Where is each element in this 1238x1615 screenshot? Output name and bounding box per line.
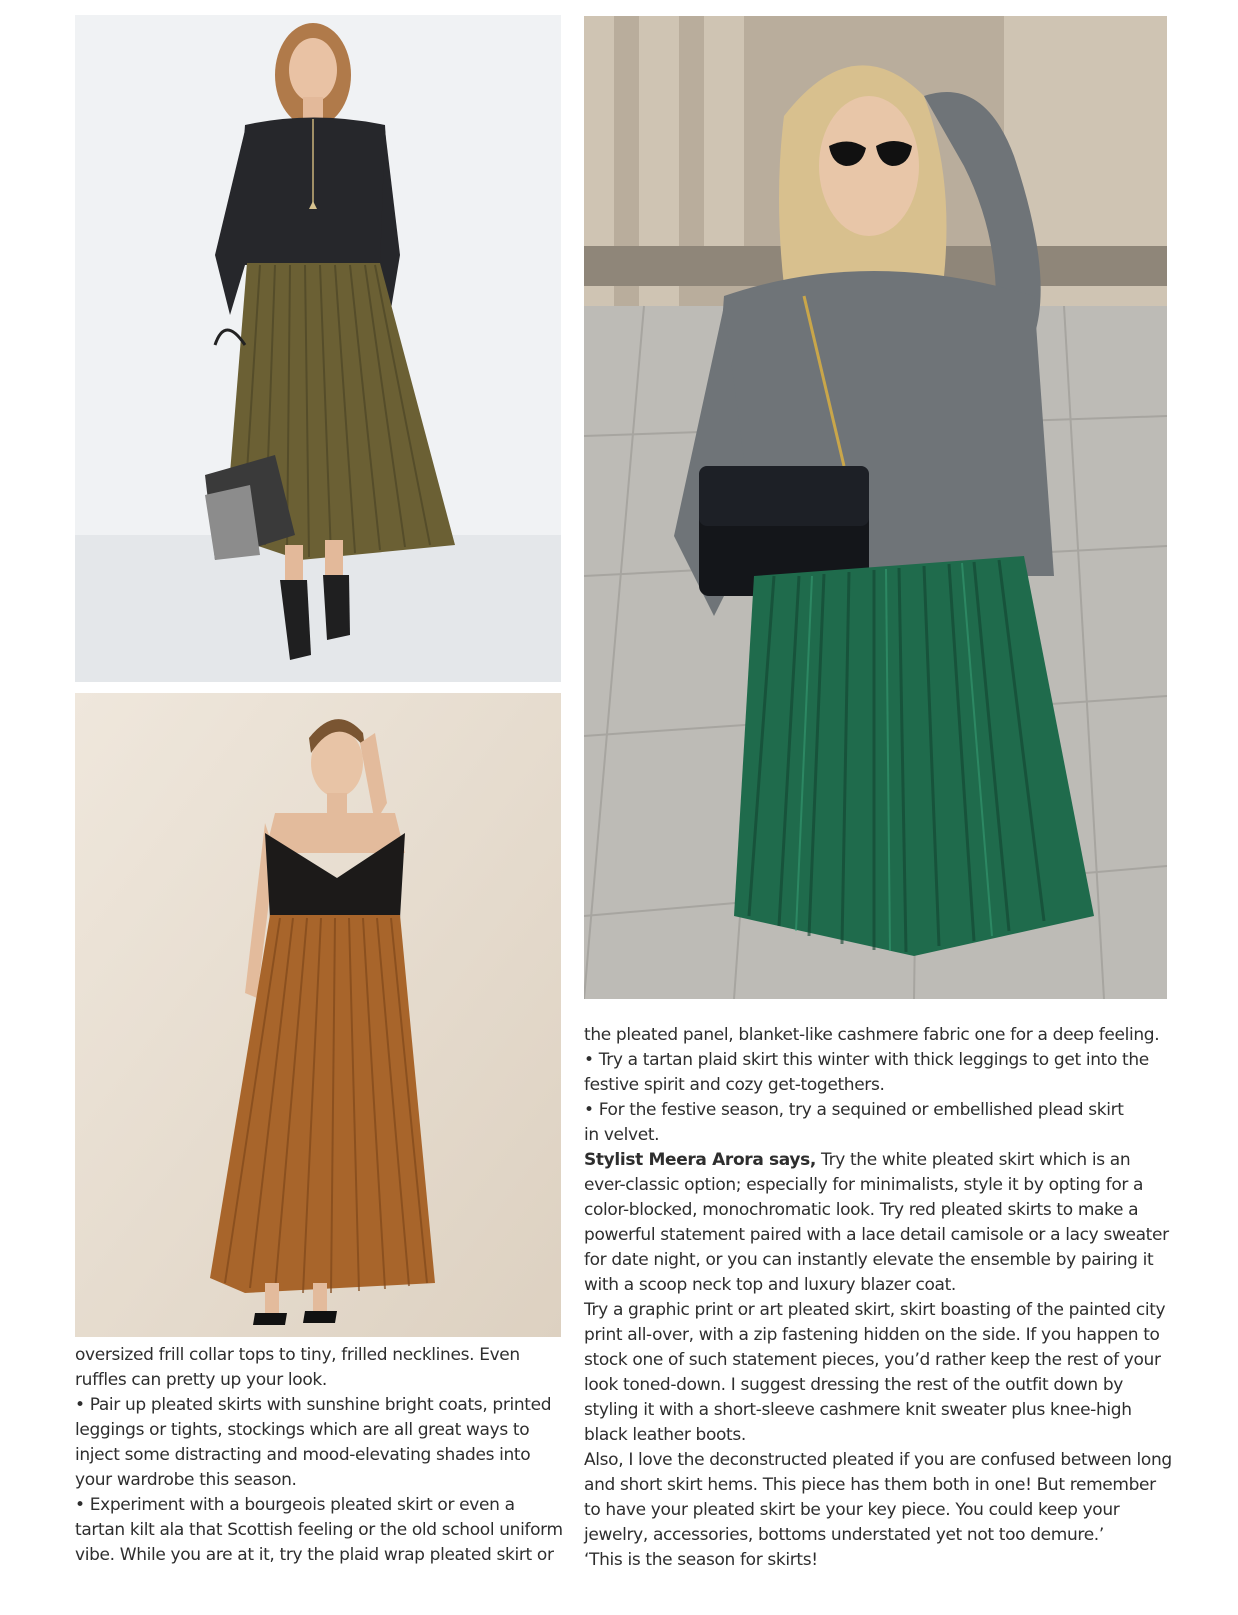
text-line: • Pair up pleated skirts with sunshine bright coats, printed <box>75 1395 552 1415</box>
text-line: vibe. While you are at it, try the plaid wrap pleated skirt or <box>75 1545 554 1565</box>
text-line: your wardrobe this season. <box>75 1470 297 1490</box>
photo-green-pleated-skirt <box>584 16 1167 999</box>
text-line: in velvet. <box>584 1125 660 1145</box>
photo-metallic-pleated-skirt <box>75 15 561 682</box>
text-line: • For the festive season, try a sequined or embellished plead skirt <box>584 1100 1124 1120</box>
text-line: print all-over, with a zip fastening hidden on the side. If you happen to <box>584 1325 1160 1345</box>
stylist-label: Stylist Meera Arora says, <box>584 1150 816 1170</box>
stylist-quote <box>584 1148 1174 1573</box>
text-line: • Experiment with a bourgeois pleated skirt or even a <box>75 1495 515 1515</box>
text-line: powerful statement paired with a lace detail camisole or a lacy sweater <box>584 1225 1169 1245</box>
text-line: and short skirt hems. This piece has them both in one! But remember <box>584 1475 1156 1495</box>
right-intro <box>584 1023 1174 1148</box>
text-line: inject some distracting and mood-elevating shades into <box>75 1445 531 1465</box>
text-line: the pleated panel, blanket-like cashmere fabric one for a deep feeling. <box>584 1025 1160 1045</box>
text-line: oversized frill collar tops to tiny, frilled necklines. Even <box>75 1345 520 1365</box>
text-line: festive spirit and cozy get-togethers. <box>584 1075 885 1095</box>
left-paragraph-2 <box>75 1393 565 1493</box>
left-column-text <box>75 1343 565 1568</box>
text-line: color-blocked, monochromatic look. Try red pleated skirts to make a <box>584 1200 1139 1220</box>
text-line: to have your pleated skirt be your key piece. You could keep your <box>584 1500 1120 1520</box>
text-line: with a scoop neck top and luxury blazer coat. <box>584 1275 956 1295</box>
text-line: styling it with a short-sleeve cashmere knit sweater plus knee-high <box>584 1400 1132 1420</box>
text-line: stock one of such statement pieces, you’d rather keep the rest of your <box>584 1350 1161 1370</box>
text-line: • Try a tartan plaid skirt this winter with thick leggings to get into the <box>584 1050 1149 1070</box>
text-fragment: Try the white pleated skirt which is an <box>816 1150 1131 1170</box>
text-line: ‘This is the season for skirts! <box>584 1550 818 1570</box>
text-line: for date night, or you can instantly elevate the ensemble by pairing it <box>584 1250 1154 1270</box>
text-line: black leather boots. <box>584 1425 746 1445</box>
stylist-first-line <box>584 1148 1174 1173</box>
text-line: jewelry, accessories, bottoms understated yet not too demure.’ <box>584 1525 1104 1545</box>
text-line: look toned-down. I suggest dressing the rest of the outfit down by <box>584 1375 1124 1395</box>
left-paragraph-3 <box>75 1493 565 1568</box>
text-line: Try a graphic print or art pleated skirt, skirt boasting of the painted city <box>584 1300 1166 1320</box>
photo-rust-pleated-skirt <box>75 693 561 1337</box>
text-line: ruffles can pretty up your look. <box>75 1370 327 1390</box>
left-paragraph-1 <box>75 1343 565 1393</box>
text-line: ever-classic option; especially for minimalists, style it by opting for a <box>584 1175 1144 1195</box>
text-line: tartan kilt ala that Scottish feeling or the old school uniform <box>75 1520 563 1540</box>
text-line: leggings or tights, stockings which are all great ways to <box>75 1420 530 1440</box>
text-line: Also, I love the deconstructed pleated if you are confused between long <box>584 1450 1172 1470</box>
right-column-text <box>584 1023 1174 1573</box>
